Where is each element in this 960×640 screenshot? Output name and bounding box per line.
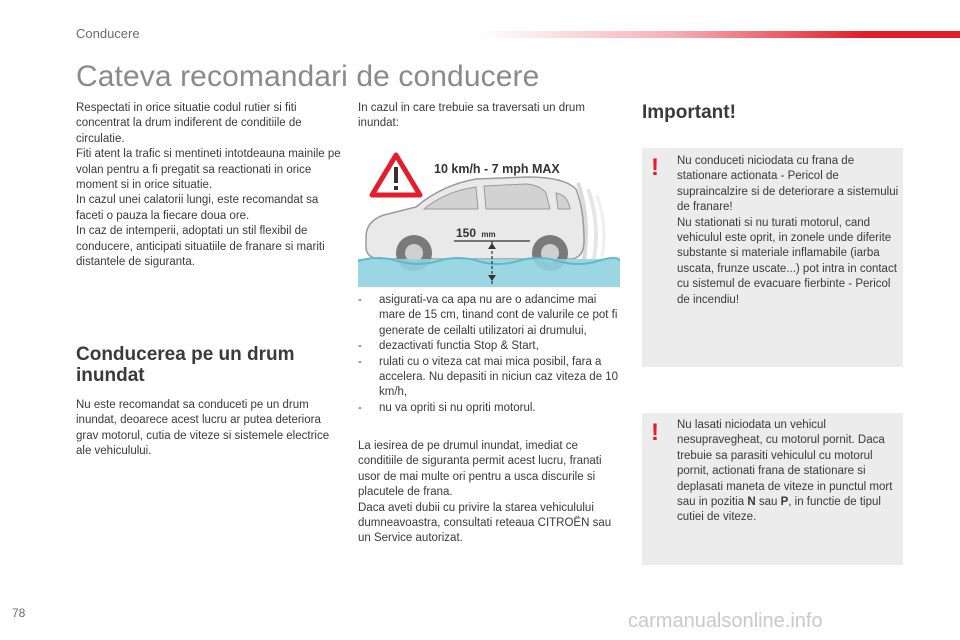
- speed-limit-label: 10 km/h - 7 mph MAX: [434, 162, 560, 176]
- important-heading: Important!: [642, 102, 736, 123]
- page-number: 78: [12, 606, 26, 620]
- intro-paragraph: Fiti atent la trafic si mentineti intotdeauna mainile pe volan pentru a fi pregatit sa reactionati in orice moment si in orice situatie.: [76, 148, 341, 192]
- intro-paragraph: In caz de intemperii, adoptati un stil flexibil de conducere, anticipati situatiile de franare si mariti distantele de siguranta.: [76, 225, 325, 269]
- list-item: - asigurati-va ca apa nu are o adancime mai mare de 15 cm, tinand cont de valurile ce pot fi generate de ceilalti utilizatori ai drumului,: [358, 294, 618, 337]
- outro-paragraph: Daca aveti dubii cu privire la starea vehiculului dumneavoastra, consultati reteaua CITROËN sau un Service autorizat.: [358, 501, 612, 545]
- warning-paragraph: Nu conduceti niciodata cu frana de stationare actionata - Pericol de supraincalzire si de deteriorare a sistemului de franare!: [677, 155, 899, 214]
- list-item: - nu va opriti si nu opriti motorul.: [358, 401, 536, 414]
- flood-heading-line: inundat: [76, 365, 145, 386]
- exclamation-icon: !: [651, 419, 659, 446]
- exclamation-icon: !: [651, 154, 659, 181]
- header-accent-bar: [480, 31, 960, 38]
- list-item: - rulati cu o viteza cat mai mica posibil, fara a accelera. Nu depasiti in niciun caz viteza de 10 km/h,: [358, 355, 619, 399]
- warning-text: [677, 154, 899, 308]
- warning-paragraph: Nu stationati si nu turati motorul, cand vehiculul este oprit, in zonele unde diferite substante si materiale inflamabile (iarba uscata, frunze uscate...) pot intra in contact cu sistemul de evacuare fierbinte - Pericol de incendiu!: [677, 216, 897, 306]
- warning-text: Nu lasati niciodata un vehicul nesupravegheat, cu motorul pornit. Daca trebuie sa parasiti vehiculul cu motorul pornit, actionati frana de stationare si deplasati maneta de viteze in punctul mort sau in pozitia N sau P, in functie de tipul cutiei de viteze.: [677, 419, 893, 524]
- gear-n-label: N: [747, 496, 756, 509]
- warning-box-parking-brake: [642, 148, 903, 367]
- outro-paragraph: La iesirea de pe drumul inundat, imediat ce conditiile de siguranta permit acest lucru, franati usor de mai multe ori pentru a usca discurile si placutele de frana.: [358, 440, 602, 499]
- list-item: - dezactivati functia Stop & Start,: [358, 340, 539, 353]
- crossing-checklist: [358, 293, 620, 416]
- flooded-road-illustration: [358, 149, 620, 287]
- warning-box-unattended: [642, 413, 903, 565]
- crossing-outro: [358, 439, 620, 547]
- watermark: carmanualsonline.info: [628, 610, 823, 632]
- page-title: Cateva recomandari de conducere: [76, 60, 540, 93]
- section-label: Conducere: [76, 26, 140, 41]
- flood-heading-line: Conducerea pe un drum: [76, 344, 295, 365]
- gear-p-label: P: [780, 496, 789, 509]
- flood-section-heading: [76, 344, 344, 386]
- intro-paragraph: In cazul unei calatorii lungi, este recomandat sa faceti o pauza la fiecare doua ore.: [76, 194, 319, 222]
- depth-unit: mm: [481, 230, 496, 239]
- depth-value: 150: [456, 226, 477, 240]
- intro-text: [76, 101, 344, 270]
- intro-paragraph: Respectati in orice situatie codul rutier si fiti concentrat la drum indiferent de conditiile de circulatie.: [76, 102, 302, 145]
- flood-section-text: Nu este recomandat sa conduceti pe un drum inundat, deoarece acest lucru ar putea deteriora grav motorul, cutia de viteze si sistemele electrice ale vehiculului.: [76, 399, 330, 458]
- crossing-intro: In cazul in care trebuie sa traversati un drum inundat:: [358, 102, 585, 130]
